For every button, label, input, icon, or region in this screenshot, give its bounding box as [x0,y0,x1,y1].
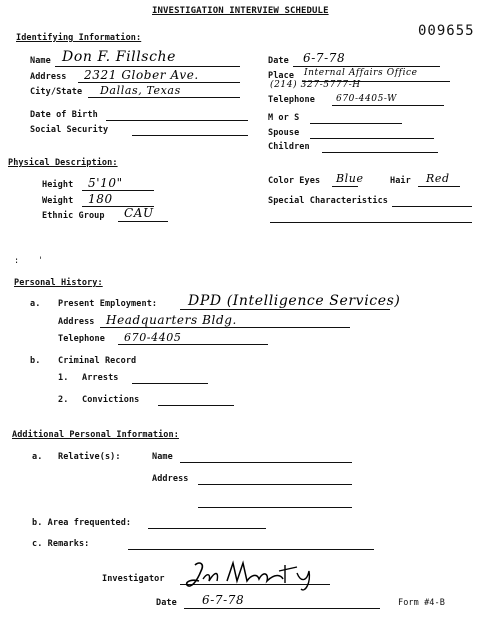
additional-info-heading: Additional Personal Information: [12,430,179,440]
area-frequented-line [148,528,266,529]
hair-line [418,186,460,187]
relatives-label: Relative(s): [58,452,121,462]
investigator-signature [185,559,335,593]
city-state-label: City/State [30,87,83,97]
form-title: INVESTIGATION INTERVIEW SCHEDULE [152,6,329,16]
relative-address-label: Address [152,474,189,484]
hair-value: Red [426,172,450,185]
ssn-label: Social Security [30,125,109,135]
m-or-s-label: M or S [268,113,300,123]
address-line [78,82,240,83]
color-eyes-line [332,186,358,187]
signature-date-label: Date [156,598,177,608]
special-characteristics-line-2 [270,222,472,223]
weight-value: 180 [88,192,113,206]
telephone-label: Telephone [268,95,315,105]
height-label: Height [42,180,74,190]
children-line [322,152,438,153]
employer-telephone-line [118,344,268,345]
height-line [82,190,154,191]
convictions-label: Convictions [82,395,140,405]
place-value: Internal Affairs Office [304,68,418,78]
name-line [55,66,240,67]
relatives-marker: a. [32,452,43,462]
dob-label: Date of Birth [30,110,98,120]
name-label: Name [30,56,51,66]
relative-name-line [180,462,352,463]
ethnic-group-value: CAU [124,206,154,220]
spouse-label: Spouse [268,128,300,138]
area-frequented-label: b. Area frequented: [32,518,132,528]
identifying-heading: Identifying Information: [16,33,142,43]
telephone-line [332,105,444,106]
form-number: Form #4-B [398,598,445,608]
arrests-marker: 1. [58,373,69,383]
signature-date-line [184,608,380,609]
color-eyes-value: Blue [336,172,364,185]
special-characteristics-line [392,206,472,207]
city-state-line [88,97,240,98]
investigator-label: Investigator [102,574,165,584]
criminal-record-marker: b. [30,356,41,366]
relative-address-line-2 [198,507,352,508]
hair-label: Hair [390,176,411,186]
name-value: Don F. Fillsche [62,49,177,65]
address-value: 2321 Glober Ave. [84,68,199,82]
color-eyes-label: Color Eyes [268,176,321,186]
criminal-record-label: Criminal Record [58,356,137,366]
remarks-line [128,549,374,550]
scan-mark: ' [38,256,44,266]
personal-history-heading: Personal History: [14,278,103,288]
arrests-line [132,383,208,384]
remarks-label: c. Remarks: [32,539,90,549]
place-label: Place [268,71,295,81]
date-label: Date [268,56,289,66]
signature-date-value: 6-7-78 [202,593,245,607]
employer-telephone-label: Telephone [58,334,105,344]
relative-name-label: Name [152,452,173,462]
employment-value: DPD (Intelligence Services) [188,293,401,309]
spouse-line [310,138,434,139]
place-line [302,81,450,82]
arrests-label: Arrests [82,373,119,383]
height-value: 5'10" [88,176,123,190]
employer-address-label: Address [58,317,95,327]
children-label: Children [268,142,310,152]
special-characteristics-label: Special Characteristics [268,196,389,206]
dob-line [106,120,248,121]
employer-telephone-value: 670-4405 [124,331,182,344]
address-label: Address [30,72,67,82]
telephone-value: 670-4405-W [336,94,397,104]
employer-address-line [100,327,350,328]
weight-label: Weight [42,196,74,206]
employment-line [180,309,390,310]
scan-mark: : [14,256,20,266]
date-value: 6-7-78 [303,51,346,65]
relative-address-line [198,484,352,485]
convictions-marker: 2. [58,395,69,405]
document-number: 009655 [418,23,475,39]
physical-heading: Physical Description: [8,158,118,168]
city-state-value: Dallas, Texas [100,84,181,97]
m-or-s-line [310,123,402,124]
ssn-line [132,135,248,136]
employment-marker: a. [30,299,41,309]
ethnic-group-line [118,221,168,222]
place-phone-value: (214) 327-5777-H [270,80,361,90]
employment-label: Present Employment: [58,299,158,309]
convictions-line [158,405,234,406]
employer-address-value: Headquarters Bldg. [106,313,237,327]
date-line [293,66,440,67]
ethnic-group-label: Ethnic Group [42,211,105,221]
